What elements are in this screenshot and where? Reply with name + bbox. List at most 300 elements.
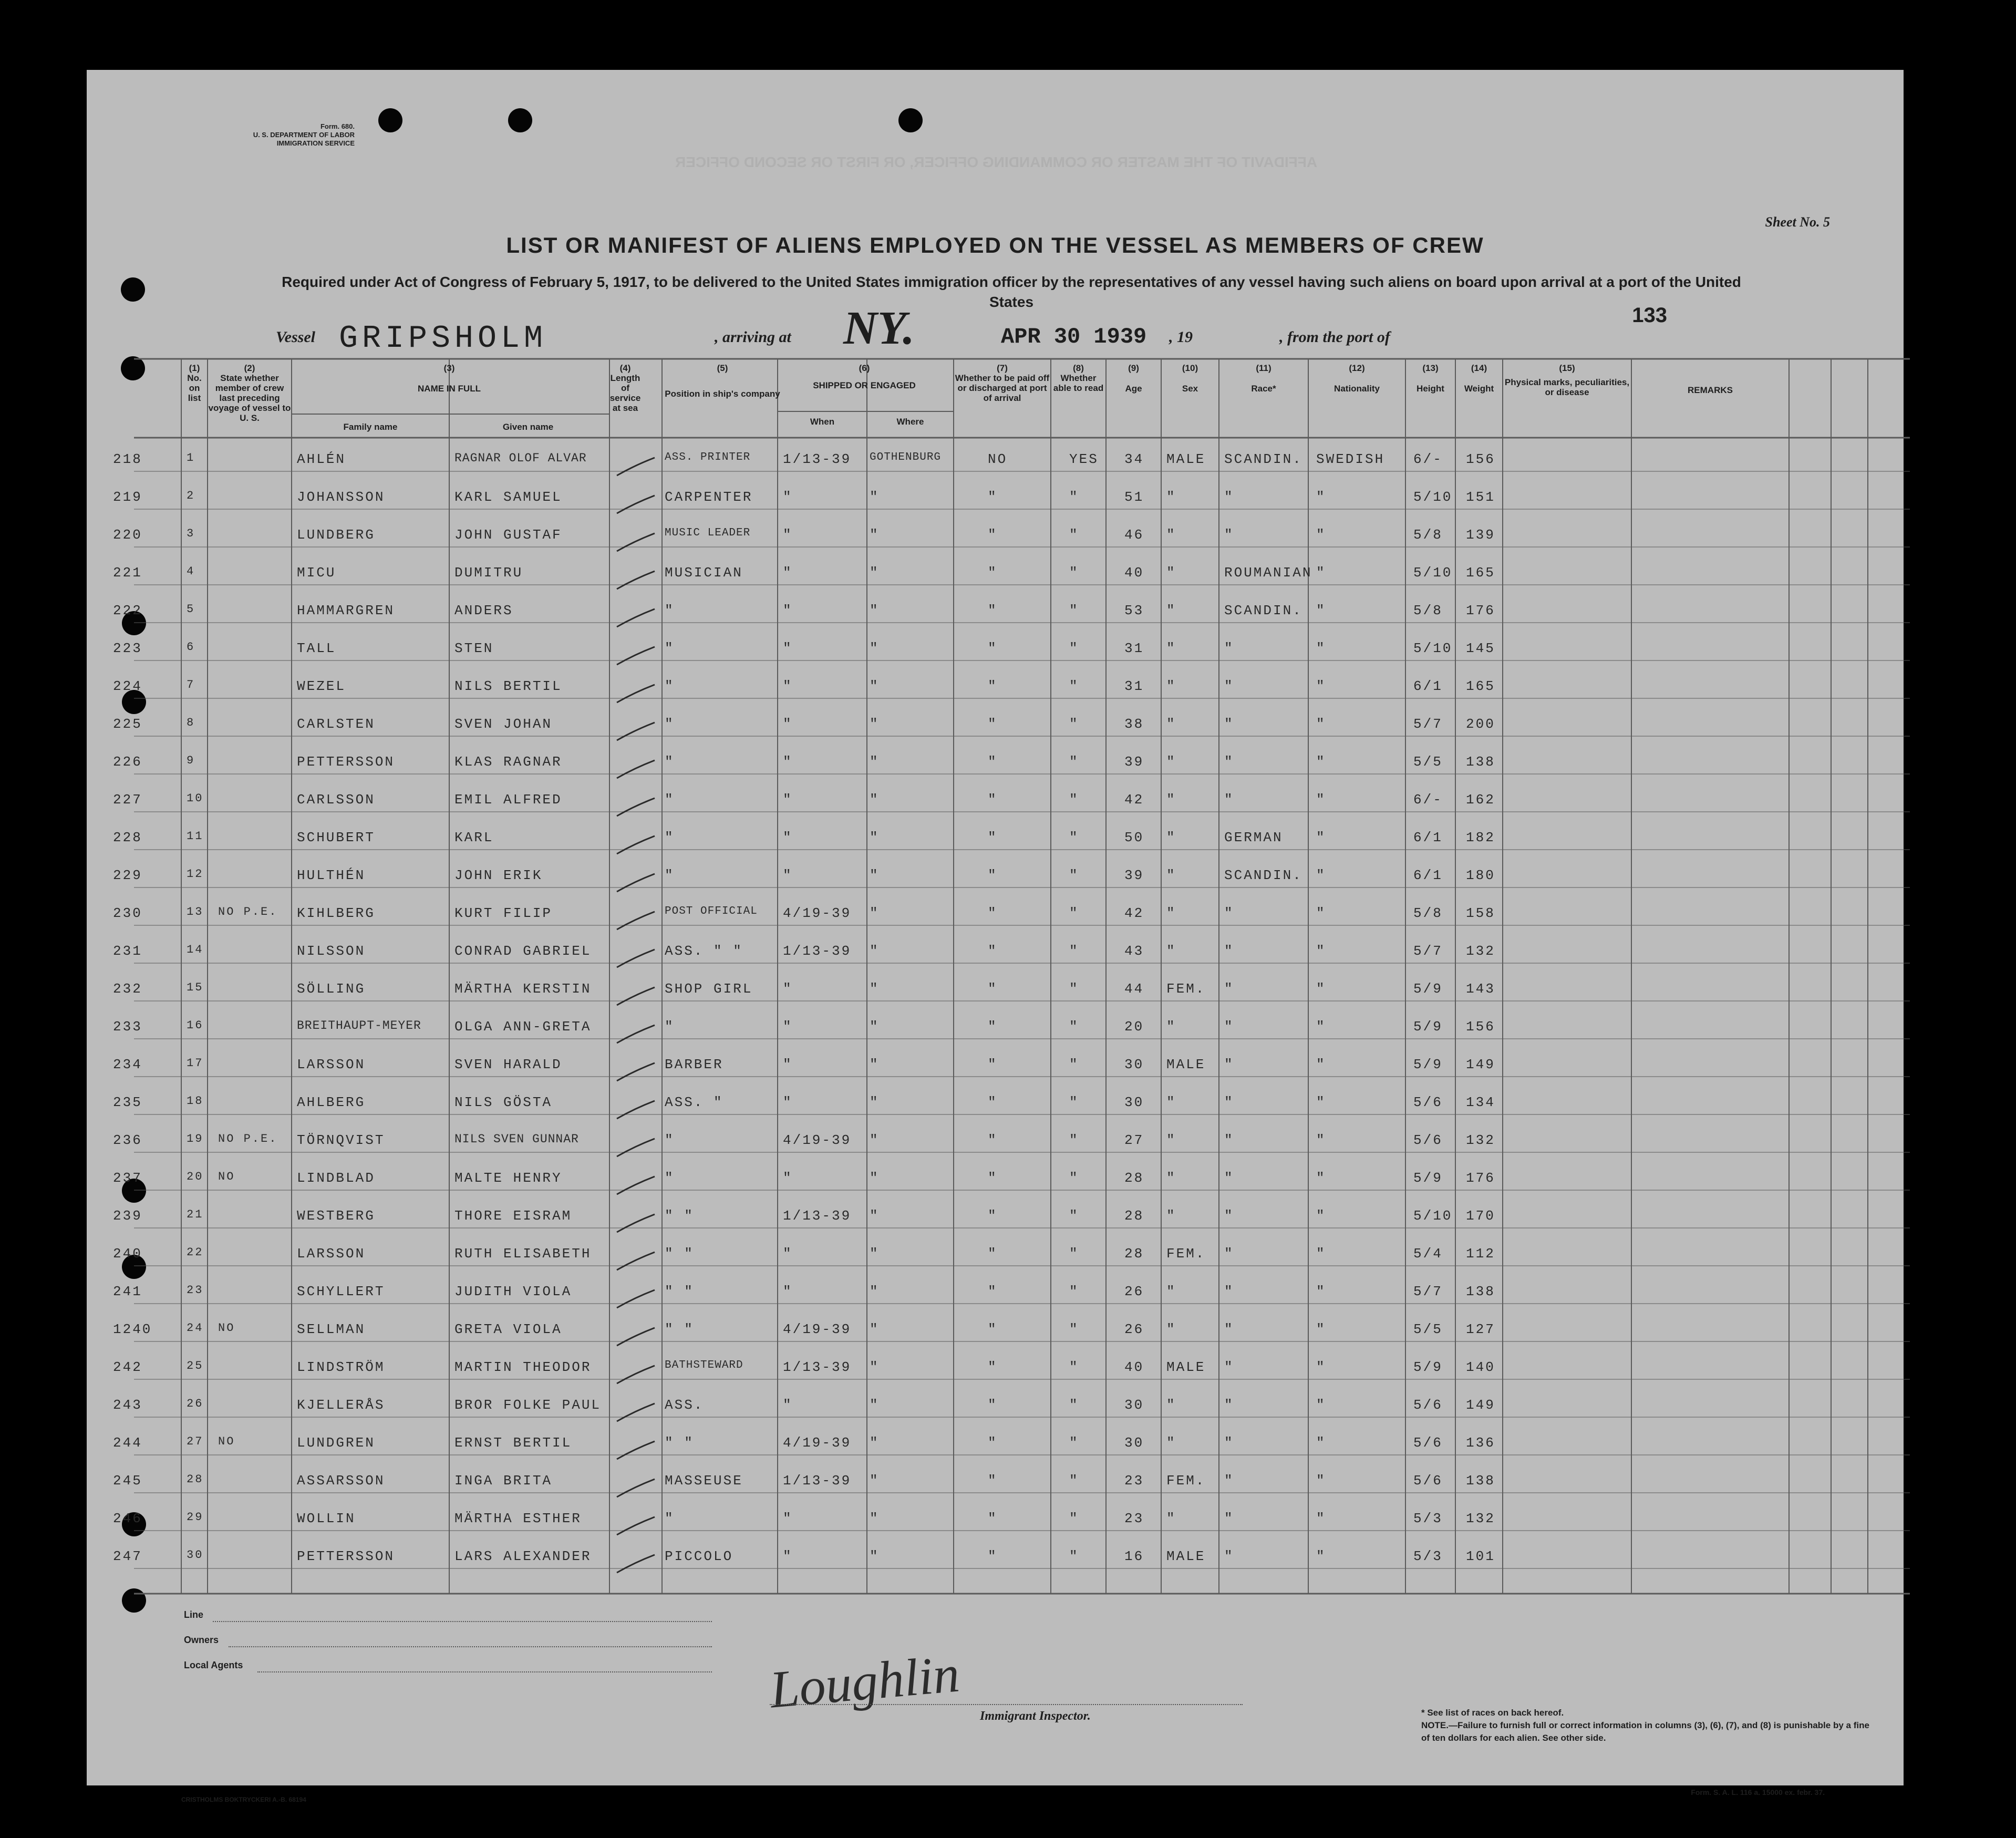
row-height: 5/6 — [1413, 1132, 1443, 1148]
row-weight: 143 — [1466, 981, 1495, 997]
owners-field — [229, 1646, 712, 1647]
row-position: POST OFFICIAL — [665, 905, 758, 917]
row-height: 6/- — [1413, 792, 1443, 808]
service-check-mark — [615, 907, 657, 934]
row-margin-number: 229 — [113, 868, 142, 883]
form-number: Form. 680. — [320, 122, 355, 130]
row-weight: 182 — [1466, 830, 1495, 845]
races-note: * See list of races on back hereof. — [1421, 1708, 1564, 1718]
row-number: 9 — [187, 754, 195, 767]
row-sex: " — [1166, 1094, 1176, 1110]
row-shipped-where: " — [870, 1132, 880, 1148]
row-shipped-when: " — [783, 981, 793, 997]
row-paid-off: " — [988, 943, 998, 959]
row-able-to-read: " — [1069, 565, 1079, 581]
row-nationality: " — [1316, 792, 1326, 808]
row-weight: 149 — [1466, 1057, 1495, 1072]
row-nationality: " — [1316, 678, 1326, 694]
row-given-name: JUDITH VIOLA — [454, 1284, 572, 1299]
row-paid-off: " — [988, 527, 998, 543]
row-nationality: " — [1316, 565, 1326, 581]
row-able-to-read: " — [1069, 1397, 1079, 1413]
table-row — [113, 1356, 1910, 1388]
col8-header — [1051, 363, 1106, 442]
row-sex: " — [1166, 565, 1176, 581]
row-nationality: " — [1316, 716, 1326, 732]
row-family-name: LINDSTRÖM — [297, 1359, 385, 1375]
row-shipped-where: " — [870, 1435, 880, 1451]
row-sex: " — [1166, 1435, 1176, 1451]
local-agents-label: Local Agents — [184, 1660, 243, 1670]
bleed-through-affidavit: AFFIDAVIT OF THE MASTER OR COMMANDING OFFICER, OR FIRST OR SECOND OFFICER — [675, 154, 1318, 170]
row-race: " — [1224, 1057, 1234, 1072]
row-able-to-read: " — [1069, 1473, 1079, 1489]
table-row — [113, 940, 1910, 972]
row-sex: " — [1166, 1170, 1176, 1186]
table-row — [113, 1205, 1910, 1236]
row-paid-off: " — [988, 1359, 998, 1375]
row-shipped-when: " — [783, 868, 793, 883]
table-row — [113, 978, 1910, 1009]
row-sex: " — [1166, 905, 1176, 921]
table-row — [113, 1091, 1910, 1123]
service-check-mark — [615, 1399, 657, 1426]
row-position: " — [665, 641, 675, 656]
row-position: PICCOLO — [665, 1548, 733, 1564]
row-able-to-read: " — [1069, 489, 1079, 505]
row-nationality: " — [1316, 1208, 1326, 1224]
row-shipped-when: " — [783, 1548, 793, 1564]
service-check-mark — [615, 1134, 657, 1161]
row-race: " — [1224, 1170, 1234, 1186]
table-row — [113, 562, 1910, 593]
col4-header — [609, 363, 641, 442]
row-sex: " — [1166, 678, 1176, 694]
footer-notes — [1421, 1707, 1873, 1744]
row-shipped-where: " — [870, 868, 880, 883]
row-able-to-read: " — [1069, 792, 1079, 808]
row-nationality: " — [1316, 603, 1326, 618]
row-given-name: RUTH ELISABETH — [454, 1246, 592, 1262]
row-number: 3 — [187, 527, 195, 540]
row-family-name: HAMMARGREN — [297, 603, 395, 618]
row-given-name: KARL — [454, 830, 494, 845]
col8-num: (8) — [1073, 363, 1084, 373]
row-race: " — [1224, 678, 1234, 694]
row-margin-number: 245 — [113, 1473, 142, 1489]
row-paid-off: " — [988, 565, 998, 581]
row-race: " — [1224, 1246, 1234, 1262]
row-margin-number: 231 — [113, 943, 142, 959]
row-able-to-read: " — [1069, 1246, 1079, 1262]
row-number: 16 — [187, 1019, 204, 1032]
row-family-name: CARLSSON — [297, 792, 375, 808]
row-paid-off: " — [988, 1548, 998, 1564]
col13-num: (13) — [1422, 363, 1439, 373]
row-shipped-when: 4/19-39 — [783, 905, 852, 921]
row-race: " — [1224, 981, 1234, 997]
row-able-to-read: " — [1069, 1094, 1079, 1110]
row-weight: 140 — [1466, 1359, 1495, 1375]
row-position: ASS. — [665, 1397, 704, 1413]
row-position: ASS. PRINTER — [665, 451, 751, 463]
row-margin-number: 247 — [113, 1548, 142, 1564]
col10-num: (10) — [1182, 363, 1198, 373]
row-number: 25 — [187, 1359, 204, 1372]
row-shipped-where: " — [870, 1548, 880, 1564]
row-shipped-where: " — [870, 1397, 880, 1413]
row-given-name: SVEN JOHAN — [454, 716, 553, 732]
row-age: 40 — [1124, 1359, 1144, 1375]
row-margin-number: 228 — [113, 830, 142, 845]
service-check-mark — [615, 1021, 657, 1047]
row-race: " — [1224, 1435, 1234, 1451]
row-margin-number: 243 — [113, 1397, 142, 1413]
col12-header — [1308, 363, 1405, 442]
row-height: 5/6 — [1413, 1473, 1443, 1489]
row-able-to-read: " — [1069, 905, 1079, 921]
punch-hole-top-3 — [898, 108, 923, 132]
row-family-name: WESTBERG — [297, 1208, 375, 1224]
row-able-to-read: " — [1069, 1208, 1079, 1224]
row-margin-number: 244 — [113, 1435, 142, 1451]
row-weight: 145 — [1466, 641, 1495, 656]
row-number: 8 — [187, 716, 195, 729]
row-position: " " — [665, 1284, 694, 1299]
row-family-name: SÖLLING — [297, 981, 366, 997]
row-sex: " — [1166, 830, 1176, 845]
row-given-name: MÄRTHA KERSTIN — [454, 981, 592, 997]
crew-table — [113, 359, 1910, 1594]
table-row — [113, 1243, 1910, 1274]
row-position: " — [665, 603, 675, 618]
table-row — [113, 789, 1910, 820]
row-paid-off: " — [988, 1019, 998, 1035]
row-sex: " — [1166, 868, 1176, 883]
row-number: 17 — [187, 1057, 204, 1070]
service-check-mark — [615, 1437, 657, 1463]
row-shipped-when: " — [783, 565, 793, 581]
row-race: SCANDIN. — [1224, 451, 1302, 467]
department-name: U. S. DEPARTMENT OF LABOR — [253, 131, 355, 139]
table-row — [113, 1016, 1910, 1047]
table-row — [113, 1167, 1910, 1199]
row-position: " — [665, 868, 675, 883]
col11-label: Race* — [1251, 384, 1276, 394]
row-paid-off: " — [988, 1094, 998, 1110]
col3-family-header: Family name — [343, 422, 398, 432]
row-number: 21 — [187, 1208, 204, 1221]
row-nationality: " — [1316, 1094, 1326, 1110]
row-paid-off: " — [988, 792, 998, 808]
row-paid-off: " — [988, 905, 998, 921]
row-shipped-where: " — [870, 527, 880, 543]
row-height: 5/3 — [1413, 1511, 1443, 1526]
row-position: MUSICIAN — [665, 565, 743, 581]
row-given-name: RAGNAR OLOF ALVAR — [454, 451, 587, 465]
row-given-name: MARTIN THEODOR — [454, 1359, 592, 1375]
inspector-label: Immigrant Inspector. — [980, 1709, 1091, 1723]
row-position: " " — [665, 1208, 694, 1224]
line-label: Line — [184, 1609, 204, 1620]
row-weight: 158 — [1466, 905, 1495, 921]
table-row — [113, 1318, 1910, 1350]
table-row — [113, 600, 1910, 631]
row-able-to-read: " — [1069, 641, 1079, 656]
row-weight: 170 — [1466, 1208, 1495, 1224]
row-given-name: MÄRTHA ESTHER — [454, 1511, 582, 1526]
row-nationality: " — [1316, 1170, 1326, 1186]
row-height: 5/7 — [1413, 943, 1443, 959]
row-margin-number: 224 — [113, 678, 142, 694]
row-race: SCANDIN. — [1224, 603, 1302, 618]
form-bottom-number: Form. S. A. L. 116 a. 15000 ex. febr. 37. — [1691, 1788, 1825, 1796]
row-shipped-when: 1/13-39 — [783, 1359, 852, 1375]
row-shipped-where: " — [870, 716, 880, 732]
col2-num: (2) — [244, 363, 255, 373]
row-family-name: AHLÉN — [297, 451, 346, 467]
row-nationality: " — [1316, 641, 1326, 656]
row-height: 5/9 — [1413, 981, 1443, 997]
form-number-block — [181, 122, 355, 148]
row-position: BATHSTEWARD — [665, 1359, 743, 1371]
row-position: CARPENTER — [665, 489, 753, 505]
row-sex: MALE — [1166, 1548, 1206, 1564]
row-given-name: KURT FILIP — [454, 905, 553, 921]
arriving-value: NY. — [843, 302, 915, 354]
row-weight: 156 — [1466, 451, 1495, 467]
row-weight: 151 — [1466, 489, 1495, 505]
row-family-name: TALL — [297, 641, 336, 656]
row-shipped-when: 1/13-39 — [783, 1473, 852, 1489]
col12-num: (12) — [1349, 363, 1365, 373]
row-shipped-where: " — [870, 1359, 880, 1375]
row-shipped-when: " — [783, 1511, 793, 1526]
penalty-note: NOTE.—Failure to furnish full or correct information in columns (3), (6), (7), and (8) is punishable by a fine of ten dollars for each alien. See other side. — [1421, 1720, 1869, 1743]
row-height: 5/10 — [1413, 489, 1453, 505]
row-shipped-where: " — [870, 565, 880, 581]
col14-label: Weight — [1464, 384, 1494, 394]
row-nationality: " — [1316, 1246, 1326, 1262]
row-age: 44 — [1124, 981, 1144, 997]
row-sex: " — [1166, 716, 1176, 732]
row-number: 20 — [187, 1170, 204, 1183]
row-weight: 134 — [1466, 1094, 1495, 1110]
service-check-mark — [615, 1248, 657, 1274]
service-check-mark — [615, 529, 657, 555]
row-family-name: WOLLIN — [297, 1511, 356, 1526]
row-margin-number: 237 — [113, 1170, 142, 1186]
col6-num: (6) — [859, 363, 870, 373]
row-age: 30 — [1124, 1397, 1144, 1413]
row-family-name: ASSARSSON — [297, 1473, 385, 1489]
col1-label: No. on list — [187, 373, 202, 403]
col7-label: Whether to be paid off or discharged at port of arrival — [955, 373, 1050, 403]
row-given-name: INGA BRITA — [454, 1473, 553, 1489]
table-row — [113, 751, 1910, 782]
row-given-name: DUMITRU — [454, 565, 523, 581]
row-weight: 156 — [1466, 1019, 1495, 1035]
row-given-name: ANDERS — [454, 603, 513, 618]
row-paid-off: " — [988, 1284, 998, 1299]
row-family-name: LARSSON — [297, 1246, 366, 1262]
row-shipped-when: " — [783, 603, 793, 618]
table-row — [113, 864, 1910, 896]
row-shipped-when: 4/19-39 — [783, 1321, 852, 1337]
row-nationality: " — [1316, 1019, 1326, 1035]
row-age: 28 — [1124, 1246, 1144, 1262]
col2-header — [208, 363, 292, 442]
col4-label: Length of service at sea — [609, 373, 641, 413]
row-given-name: SVEN HARALD — [454, 1057, 562, 1072]
table-row — [113, 1545, 1910, 1577]
row-position: " " — [665, 1246, 694, 1262]
col4-num: (4) — [619, 363, 631, 373]
row-race: " — [1224, 489, 1234, 505]
row-race: " — [1224, 1548, 1234, 1564]
row-margin-number: 225 — [113, 716, 142, 732]
row-shipped-where: " — [870, 1246, 880, 1262]
row-number: 5 — [187, 603, 195, 616]
service-check-mark — [615, 1059, 657, 1085]
row-margin-number: 222 — [113, 603, 142, 618]
row-height: 6/1 — [1413, 678, 1443, 694]
row-able-to-read: " — [1069, 868, 1079, 883]
row-race: " — [1224, 1397, 1234, 1413]
row-nationality: " — [1316, 830, 1326, 845]
row-shipped-when: " — [783, 1170, 793, 1186]
col14-num: (14) — [1471, 363, 1487, 373]
row-shipped-when: " — [783, 1057, 793, 1072]
row-weight: 136 — [1466, 1435, 1495, 1451]
row-race: " — [1224, 1208, 1234, 1224]
row-given-name: NILS GÖSTA — [454, 1094, 553, 1110]
row-race: " — [1224, 1359, 1234, 1375]
row-shipped-when: " — [783, 678, 793, 694]
date-stamp: APR 30 1939 — [1001, 324, 1147, 349]
row-shipped-when: " — [783, 754, 793, 770]
row-position: " — [665, 1132, 675, 1148]
row-sex: " — [1166, 527, 1176, 543]
row-family-name: NILSSON — [297, 943, 366, 959]
row-age: 42 — [1124, 792, 1144, 808]
col5-label: Position in ship's company — [665, 389, 780, 399]
row-shipped-when: 4/19-39 — [783, 1132, 852, 1148]
row-paid-off: " — [988, 1170, 998, 1186]
row-age: 46 — [1124, 527, 1144, 543]
row-age: 53 — [1124, 603, 1144, 618]
row-sex: " — [1166, 641, 1176, 656]
row-margin-number: 220 — [113, 527, 142, 543]
row-height: 5/4 — [1413, 1246, 1443, 1262]
service-check-mark — [615, 1210, 657, 1236]
row-family-name: CARLSTEN — [297, 716, 375, 732]
row-height: 5/5 — [1413, 754, 1443, 770]
row-age: 30 — [1124, 1057, 1144, 1072]
row-race: GERMAN — [1224, 830, 1283, 845]
row-margin-number: 233 — [113, 1019, 142, 1035]
service-check-mark — [615, 1361, 657, 1388]
row-age: 34 — [1124, 451, 1144, 467]
row-able-to-read: " — [1069, 1511, 1079, 1526]
col2-label: State whether member of crew last preceding voyage of vessel to U. S. — [208, 373, 291, 423]
row-margin-number: 219 — [113, 489, 142, 505]
service-check-mark — [615, 643, 657, 669]
service-check-mark — [615, 1551, 657, 1577]
row-sex: FEM. — [1166, 1473, 1206, 1489]
row-given-name: STEN — [454, 641, 494, 656]
row-family-name: TÖRNQVIST — [297, 1132, 385, 1148]
row-able-to-read: " — [1069, 830, 1079, 845]
row-age: 31 — [1124, 678, 1144, 694]
col14-header — [1455, 363, 1503, 442]
row-sex: " — [1166, 603, 1176, 618]
row-shipped-when: 4/19-39 — [783, 1435, 852, 1451]
row-nationality: " — [1316, 527, 1326, 543]
row-weight: 200 — [1466, 716, 1495, 732]
col12-label: Nationality — [1334, 384, 1380, 394]
service-check-mark — [615, 453, 657, 480]
row-paid-off: " — [988, 981, 998, 997]
col15-label: Physical marks, peculiarities, or disease — [1504, 377, 1630, 397]
table-row — [113, 486, 1910, 518]
row-sex: MALE — [1166, 1359, 1206, 1375]
row-race: " — [1224, 1132, 1234, 1148]
row-margin-number: 1240 — [113, 1321, 152, 1337]
row-height: 5/5 — [1413, 1321, 1443, 1337]
year-label: , 19 — [1169, 328, 1193, 346]
row-family-name: HULTHÉN — [297, 868, 366, 883]
table-row — [113, 902, 1910, 934]
row-shipped-where: " — [870, 1094, 880, 1110]
row-number: 29 — [187, 1511, 204, 1524]
row-paid-off: " — [988, 1435, 998, 1451]
inspector-signature: Loughlin — [767, 1644, 962, 1719]
row-given-name: JOHN GUSTAF — [454, 527, 562, 543]
row-family-name: JOHANSSON — [297, 489, 385, 505]
row-given-name: KLAS RAGNAR — [454, 754, 562, 770]
row-nationality: " — [1316, 1359, 1326, 1375]
row-shipped-where: " — [870, 754, 880, 770]
row-race: " — [1224, 1473, 1234, 1489]
row-number: 6 — [187, 641, 195, 654]
row-margin-number: 235 — [113, 1094, 142, 1110]
row-family-name: KIHLBERG — [297, 905, 375, 921]
table-row — [113, 637, 1910, 669]
row-able-to-read: " — [1069, 1321, 1079, 1337]
row-paid-off: " — [988, 868, 998, 883]
row-paid-off: " — [988, 716, 998, 732]
row-family-name: SELLMAN — [297, 1321, 366, 1337]
row-weight: 162 — [1466, 792, 1495, 808]
col3-label: NAME IN FULL — [418, 384, 481, 394]
row-race: " — [1224, 792, 1234, 808]
row-nationality: " — [1316, 868, 1326, 883]
row-height: 5/10 — [1413, 565, 1453, 581]
row-paid-off: " — [988, 641, 998, 656]
row-shipped-when: " — [783, 1094, 793, 1110]
row-number: 23 — [187, 1284, 204, 1297]
service-check-mark — [615, 1286, 657, 1312]
row-given-name: THORE EISRAM — [454, 1208, 572, 1224]
row-sex: " — [1166, 1208, 1176, 1224]
row-position: MUSIC LEADER — [665, 527, 751, 539]
row-able-to-read: " — [1069, 943, 1079, 959]
row-able-to-read: " — [1069, 603, 1079, 618]
row-shipped-when: 1/13-39 — [783, 451, 852, 467]
row-margin-number: 221 — [113, 565, 142, 581]
row-height: 5/8 — [1413, 905, 1443, 921]
